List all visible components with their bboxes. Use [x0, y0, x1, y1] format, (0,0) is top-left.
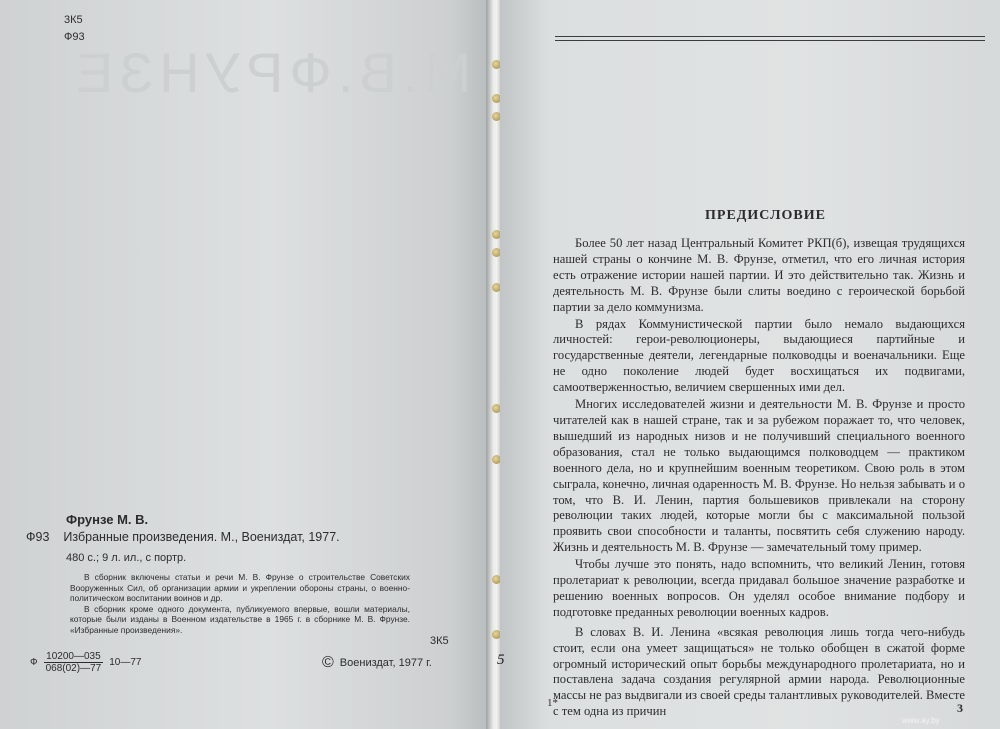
fraction-denominator: 068(02)—77	[45, 663, 102, 674]
bib-physical: 480 с.; 9 л. ил., с портр.	[66, 552, 187, 564]
bib-title: Избранные произведения. М., Воениздат, 1977.	[63, 530, 340, 544]
fraction	[44, 651, 104, 674]
handwritten-mark: 5	[497, 652, 505, 668]
preface-paragraph: В словах В. И. Ленина «всякая революция лишь тогда чего-нибудь стоит, если она умеет защищаться» не только обобщен в сжатой форме огромный исторический опыт борьбы международного пролетариата, но и поставлена задача создания регулярной армии народа. Революционные массы не раз выдвигали из своей среды талантливых руководителей. Вместе с тем одна из причин	[553, 624, 966, 719]
preface-body	[553, 236, 965, 724]
preface-paragraph: Более 50 лет назад Центральный Комитет РКП(б), извещая трудящихся нашей страны о кончине М. В. Фрунзе, отметил, что его личная история есть отражение истории нашей партии. И это действительно так. Жизнь и деятельность М. В. Фрунзе были слиты воедино с героической борьбой партии за дело коммунизма.	[553, 236, 965, 314]
publisher-index-fraction	[30, 651, 141, 674]
bibliographic-entry	[26, 530, 396, 564]
annotation	[70, 572, 410, 636]
signature-mark: 1*	[547, 697, 558, 709]
annotation-paragraph: В сборник кроме одного документа, публикуемого впервые, вошли материалы, которые были изданы в Военном издательстве в 1965 г. в сборнике М. В. Фрунзе. «Избранные произведения».	[70, 603, 410, 635]
copyright-line	[322, 654, 432, 672]
page-title: ПРЕДИСЛОВИЕ	[705, 208, 826, 223]
author-name: Фрунзе М. В.	[66, 512, 149, 527]
fraction-letter: Ф	[30, 657, 38, 668]
fraction-suffix: 10—77	[109, 657, 142, 668]
preface-paragraph: Чтобы лучше это понять, надо вспомнить, что великий Ленин, готовя пролетариат к революции, всегда придавал большое значение разработке и решению военных вопросов. Он уделял особое внимание подбору и подготовке преданных революции военных кадров.	[553, 557, 965, 619]
show-through-text: М.В.ФРУНЗЕ	[70, 41, 472, 104]
copyright-icon: ©	[322, 654, 334, 671]
bib-code: Ф93	[26, 530, 50, 544]
class-code: Ф93	[64, 31, 85, 43]
fraction-numerator: 10200—035	[46, 651, 101, 662]
page-number: 3	[957, 701, 963, 715]
bottom-index-code: 3К5	[430, 635, 449, 647]
header-rule	[555, 40, 985, 41]
index-code: 3К5	[64, 14, 83, 26]
annotation-paragraph: В сборник включены статьи и речи М. В. Фрунзе о строительстве Советских Вооруженных Сил, об организации армии и укреплении обороны страны, о военно-политическом воспитании воинов и др.	[70, 572, 410, 604]
copyright-text: Воениздат, 1977 г.	[339, 657, 432, 669]
preface-paragraph: Многих исследователей жизни и деятельности М. В. Фрунзе и просто читателей как в нашей стране, так и за рубежом поражает то, что человек, вышедший из народных низов и не получивший специального военного образования, стал не только выдающимся полководцем — практиком военного дела, но и крупнейшим военным теоретиком. Свою роль в этом сыграла, конечно, личная одаренность М. В. Фрунзе. Но нельзя забывать и о том, что В. И. Ленин, партия большевиков привлекали на сторону революции таких людей, которые могли бы с максимальной пользой проявить свои способности и таланты, посвятить себя служению народу. Жизнь и деятельность М. В. Фрунзе — замечательный тому пример.	[553, 397, 965, 555]
preface-paragraph: В рядах Коммунистической партии было немало выдающихся личностей: герои-революционеры, выдающиеся партийные и государственные деятели, легендарные полководцы и военачальники. Еще не одно поколение людей будет восхищаться их подвигами, самоотверженностью, величием свершенных ими дел.	[553, 316, 965, 395]
header-rule	[555, 36, 985, 37]
left-page	[0, 0, 490, 729]
watermark: www.ay.by	[902, 716, 940, 725]
